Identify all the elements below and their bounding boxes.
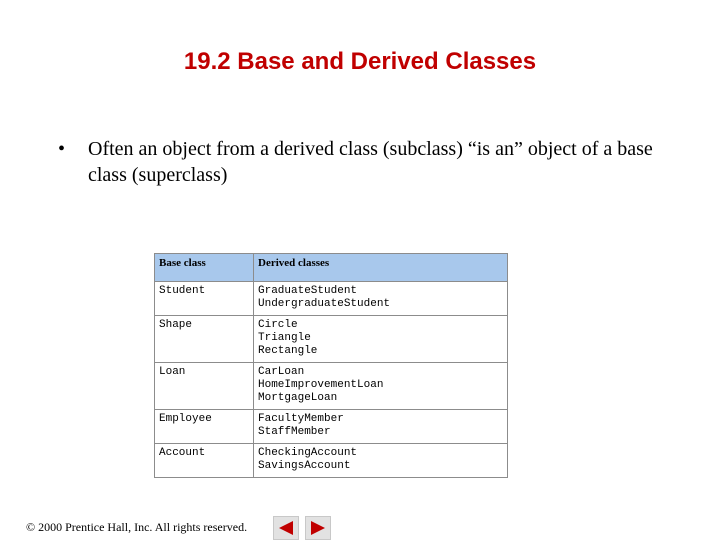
triangle-left-icon: [277, 520, 295, 536]
bullet-text: Often an object from a derived class (subclass) “is an” object of a base class (superclass): [88, 138, 653, 186]
table-row: [155, 410, 508, 444]
table-row: [155, 282, 508, 316]
derived-class: CheckingAccount: [258, 447, 358, 459]
base-class-cell: Account: [155, 444, 254, 478]
base-class-cell: Employee: [155, 410, 254, 444]
derived-class: CarLoan: [258, 366, 305, 378]
slide-navigation: [273, 516, 331, 540]
base-class-cell: Shape: [155, 316, 254, 363]
derived-class: HomeImprovementLoan: [258, 379, 384, 391]
slide-title: 19.2 Base and Derived Classes: [183, 48, 537, 75]
derived-classes-cell: [254, 282, 508, 316]
header-derived-classes: Derived classes: [254, 254, 508, 282]
triangle-right-icon: [309, 520, 327, 536]
bullet-symbol: •: [58, 138, 66, 160]
base-class-cell: Loan: [155, 363, 254, 410]
derived-class: UndergraduateStudent: [258, 298, 391, 310]
table-row: [155, 444, 508, 478]
derived-class: Triangle: [258, 332, 311, 344]
class-table: [154, 253, 508, 478]
derived-classes-cell: [254, 410, 508, 444]
derived-class: Circle: [258, 319, 298, 331]
derived-class: SavingsAccount: [258, 460, 351, 472]
derived-classes-cell: [254, 444, 508, 478]
table-header-row: [155, 254, 508, 282]
derived-class: StaffMember: [258, 426, 331, 438]
copyright-footer: © 2000 Prentice Hall, Inc. All rights reserved.: [26, 520, 248, 534]
derived-class: MortgageLoan: [258, 392, 338, 404]
next-slide-button[interactable]: [305, 516, 331, 540]
base-class-cell: Student: [155, 282, 254, 316]
previous-slide-button[interactable]: [273, 516, 299, 540]
derived-class: FacultyMember: [258, 413, 344, 425]
table-row: [155, 363, 508, 410]
table-row: [155, 316, 508, 363]
derived-class: GraduateStudent: [258, 285, 358, 297]
derived-class: Rectangle: [258, 345, 318, 357]
derived-classes-cell: [254, 363, 508, 410]
header-base-class: Base class: [155, 254, 254, 282]
derived-classes-cell: [254, 316, 508, 363]
